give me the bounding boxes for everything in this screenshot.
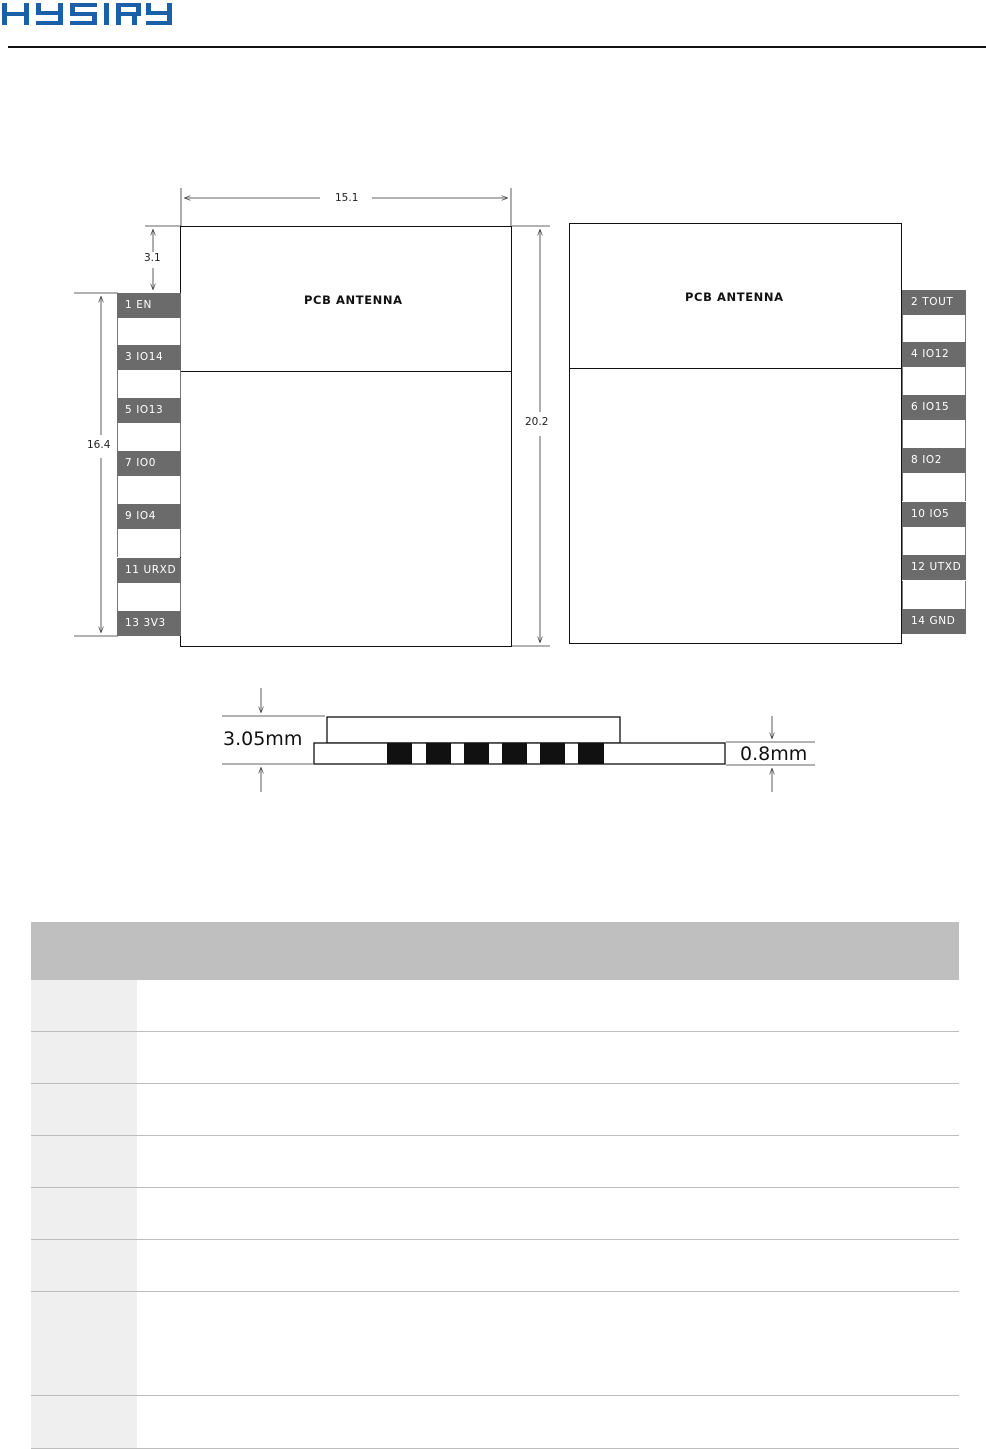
table-cell <box>31 1136 137 1187</box>
pin-label: 7 IO0 <box>117 451 181 476</box>
table-header <box>31 922 959 980</box>
table-row <box>31 1188 959 1240</box>
pin-gap <box>117 423 181 451</box>
pin-label: 10 IO5 <box>902 502 966 527</box>
table-row <box>31 980 959 1032</box>
table-cell <box>31 980 137 1031</box>
pcb-thickness-label: 0.8mm <box>740 743 808 765</box>
pin-gap <box>902 527 966 555</box>
pin-gap <box>902 315 966 343</box>
table-cell <box>31 1032 137 1083</box>
table-cell <box>31 1188 137 1239</box>
pin-label: 1 EN <box>117 293 181 318</box>
table-row <box>31 1032 959 1084</box>
table-row <box>31 1240 959 1292</box>
pin-label: 11 URXD <box>117 558 181 583</box>
antenna-height-dimension-label: 3.1 <box>144 252 161 264</box>
table-cell <box>31 1396 137 1448</box>
pin-gap <box>117 318 181 346</box>
table-cell <box>31 1240 137 1291</box>
total-thickness-label: 3.05mm <box>223 728 303 750</box>
pin-gap <box>117 583 181 611</box>
pin-label: 3 IO14 <box>117 345 181 370</box>
spec-table <box>31 922 959 1449</box>
pin-label: 8 IO2 <box>902 448 966 473</box>
pin-gap <box>902 367 966 395</box>
pin-span-dimension-label: 16.4 <box>87 439 111 451</box>
width-dimension-label: 15.1 <box>335 192 359 204</box>
pin-gap <box>117 370 181 398</box>
pin-label: 4 IO12 <box>902 342 966 367</box>
pin-label: 14 GND <box>902 609 966 634</box>
antenna-label-right: PCB ANTENNA <box>685 290 784 304</box>
pin-gap <box>902 420 966 448</box>
pin-label: 9 IO4 <box>117 504 181 529</box>
table-row <box>31 1292 959 1396</box>
module-top-view <box>180 226 512 647</box>
pin-gap <box>902 473 966 501</box>
pin-label: 12 UTXD <box>902 555 966 580</box>
module-bottom-view <box>569 223 902 644</box>
pin-gap <box>117 529 181 557</box>
table-cell <box>31 1292 137 1395</box>
table-cell <box>31 1084 137 1135</box>
pin-gap <box>117 476 181 504</box>
height-dimension-label: 20.2 <box>525 416 549 428</box>
table-row <box>31 1084 959 1136</box>
pin-gap <box>902 581 966 609</box>
table-row <box>31 1136 959 1188</box>
antenna-divider <box>569 368 902 369</box>
pin-label: 2 TOUT <box>902 290 966 315</box>
antenna-label-left: PCB ANTENNA <box>304 293 403 307</box>
antenna-divider <box>180 371 512 372</box>
table-row <box>31 1396 959 1449</box>
pin-label: 5 IO13 <box>117 398 181 423</box>
pin-label: 13 3V3 <box>117 611 181 636</box>
pin-label: 6 IO15 <box>902 395 966 420</box>
